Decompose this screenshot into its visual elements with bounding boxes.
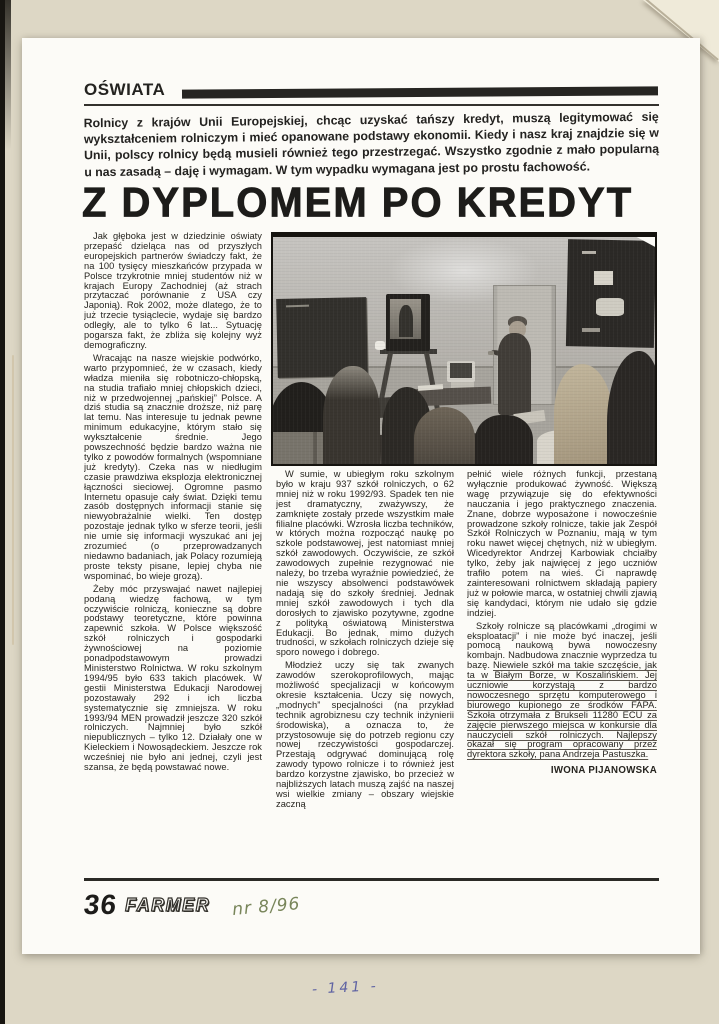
pen-underlined-text: Niewiele szkół ma takie szczęście, jak ta w Białym Borze, w Koszalińskiem. Jej uczniowie korzystają z bardzo nowoczesnego sprzętu komputerowego i biurowego kupionego ze środków FAPA. Szkoła otrzymała z Brukseli 11280 ECU za zajęcie pierwszego miejsca w konkursie dla nauczycieli szkół rolniczych. Najlepszy okazał się program opracowany przez dyrektora szkoły, pana Andrzeja Pastuszka.	[467, 660, 657, 760]
paragraph: Wracając na nasze wiejskie podwórko, warto przypomnieć, że w czasach, kiedy władza mieniła się robotniczo-chłopską, na studia trafiało mniej chłopskich dzieci, niż w przedwojennej „pańskiej” Polsce. A dziś studia są znacznie droższe, niż parę lat temu. Nas interesuje tu jednak pewne minimum edukacyjne, którym stało się wykształcenie średnie. Jego powszechność będzie bardzo ważna nie tylko z powodów formalnych (wspomniane już kredyty). Czeka nas w niedługim czasie prawdziwa eksplozja elektronicznej łączności sieciowej. Ogromne pasmo Internetu opasuje cały świat. Dzięki temu zasób dostępnych informacji stanie się niewyobrażalnie wielki. Ten dostęp pozostaje jednak tylko w sferze teorii, jeśli nie umie się informacji wyszukać ani jej zrozumieć (o przeprowadzanych niedawno badaniach, jak Polacy rozumieją proste teksty pisane, lepiej chyba nie wspominać, bo wieje grozą).	[84, 352, 262, 581]
column-left	[84, 232, 262, 878]
section-bar-rule	[182, 86, 658, 98]
paragraph: Jak głęboka jest w dziedzinie oświaty przepaść dzieląca nas od przyszłych europejskich partnerów świadczy fakt, że na 100 tysięcy mieszkańców przypada w Polsce trzykrotnie mniej studentów niż w krajach Europy Zachodniej (aż strach przytaczać porównanie z USA czy Japonią). Rok 2002, może dlatego, że to już trzecie tysiąclecie, wydaje się bardzo odległy, ale to tylko 6 lat... Sytuację pogarsza fakt, że zbliża się kolejny wyż demograficzny.	[84, 232, 262, 350]
article-photo	[271, 232, 657, 466]
article-headline: Z DYPLOMEM PO KREDYT	[82, 180, 634, 226]
article-lede: Rolnicy z krajów Unii Europejskiej, chcąc uzyskać tańszy kredyt, muszą legitymować się wykształceniem rolniczym i mieć opanowane podstawy ekonomii. Kiedy i nasz kraj znajdzie się w Unii, polscy rolnicy będą musieli również tego przestrzegać. Wszystko zgodnie z mało popularną u nas zasadą – daję i wymagam. W tym wypadku wymagana jest po prostu fachowość.	[83, 109, 660, 179]
scanner-edge-strip	[0, 0, 5, 1024]
handwritten-issue-note: nr 8/96	[231, 894, 302, 920]
section-underline-rule	[84, 104, 659, 106]
paper-crease	[12, 355, 14, 645]
article-author: IWONA PIJANOWSKA	[550, 765, 657, 777]
paragraph: W sumie, w ubiegłym roku szkolnym było w kraju 937 szkół rolniczych, o 62 mniej niż w roku 1992/93. Spadek ten nie jest dramatyczny, zważywszy, że zamknięte zostały przede wszystkim małe filialne placówki. Wzrosła liczba techników, w których można rozpocząć naukę po szkole podstawowej, jest natomiast mniej szkół zawodowych. Oczywiście, ze szkół zawodowych zupełnie rezygnować nie należy, bo trzeba wyraźnie powiedzieć, że nie wszyscy absolwenci podstawówek nadają się do szkoły średniej. Jednak mniej szkół zawodowych i tych dla dorosłych to zjawisko pozytywne, zgodne z polityką oświatową Ministerstwa Edukacji. Bo jednak, mimo dużych trudności, w szkołach rolniczych dzieje się sporo nowego i dobrego.	[276, 470, 454, 658]
magazine-logo: FARMER	[125, 894, 211, 915]
page-footer	[84, 887, 301, 923]
paragraph: Żeby móc przyswajać nawet najlepiej podaną wiedzę fachową, w tym oczywiście rolniczą, konieczne są dobre podstawy teoretyczne, które powinna zapewnić szkoła. W Polsce większość szkół rolniczych i gospodarki żywnościowej na poziomie ponadpodstawowym prowadzi Ministerstwo Rolnictwa. W roku szkolnym 1994/95 było 633 takich placówek. W gestii Ministerstwa Edukacji Narodowej pozostawały 292 i ich liczba systematycznie się zmniejsza. W roku 1993/94 MEN prowadził jeszcze 320 szkół rolniczych. Najmniej było szkół niepublicznych – tylko 12. Działały one w Kieleckiem i Nowosądeckiem. Jeszcze rok wcześniej nie było ani jednej, czyli jest szansa, że będą powstawać nowe.	[84, 583, 262, 773]
paragraph-lead: Szkoły rolnicze są placówkami „drogimi w eksploatacji” i nie może być inaczej, jeśli pomocą naukową bywa nowoczesny kombajn. Nadbudowa znacznie wyprzedza tu bazę.	[467, 620, 657, 671]
scanner-edge-fade	[5, 0, 11, 150]
magazine-page	[22, 38, 700, 954]
column-middle	[276, 470, 454, 878]
article-body	[84, 232, 659, 892]
paragraph	[467, 622, 657, 761]
photo-corner-notch	[631, 234, 657, 248]
paragraph: pełnić wiele różnych funkcji, przestaną wyłącznie produkować żywność. Większą wagę przywiązuje się do efektywności nauczania i jego praktycznego znaczenia. Znane, dobrze wyposażone i nowocześnie prowadzone szkoły rolnicze, takie jak Zespół Szkół Rolniczych w Poznaniu, mają w tym roku nawet więcej chętnych, niż w ubiegłym. Wicedyrektor Andrzej Karbowiak chciałby tylko, żeby jak najwięcej z jego uczniów trafiło potem na wieś. Ci naprawdę zainteresowani rolnictwem składają papiery już w połowie marca, w ostatniej chwili zjawią się kandydaci, którym nie udało się gdzie indziej.	[467, 470, 657, 618]
section-label: OŚWIATA	[84, 80, 166, 99]
paragraph: Młodzież uczy się tak zwanych zawodów szerokoprofilowych, mając możliwość specjalizacji w końcowym okresie kształcenia. Uczy się nowych, „modnych” specjalności (na przykład technik agrobiznesu czy technik inżynierii środowiska), a oznacza to, że przystosowuje się do potrzeb regionu czy nowej rzeczywistości gospodarczej. Przestają odgrywać dominującą rolę zawody typowo rolnicze i to również jest bardzo korzystne zjawisko, bo przecież w najbliższych latach muszą zajść na naszej wsi wielkie zmiany – obszary wiejskie zaczną	[276, 660, 454, 809]
column-right	[467, 470, 657, 878]
page-number: 36	[82, 889, 119, 920]
column-bottom-rule	[84, 878, 659, 881]
handwritten-page-number: - 141 -	[311, 978, 380, 998]
photo-grain-overlay	[273, 237, 655, 464]
